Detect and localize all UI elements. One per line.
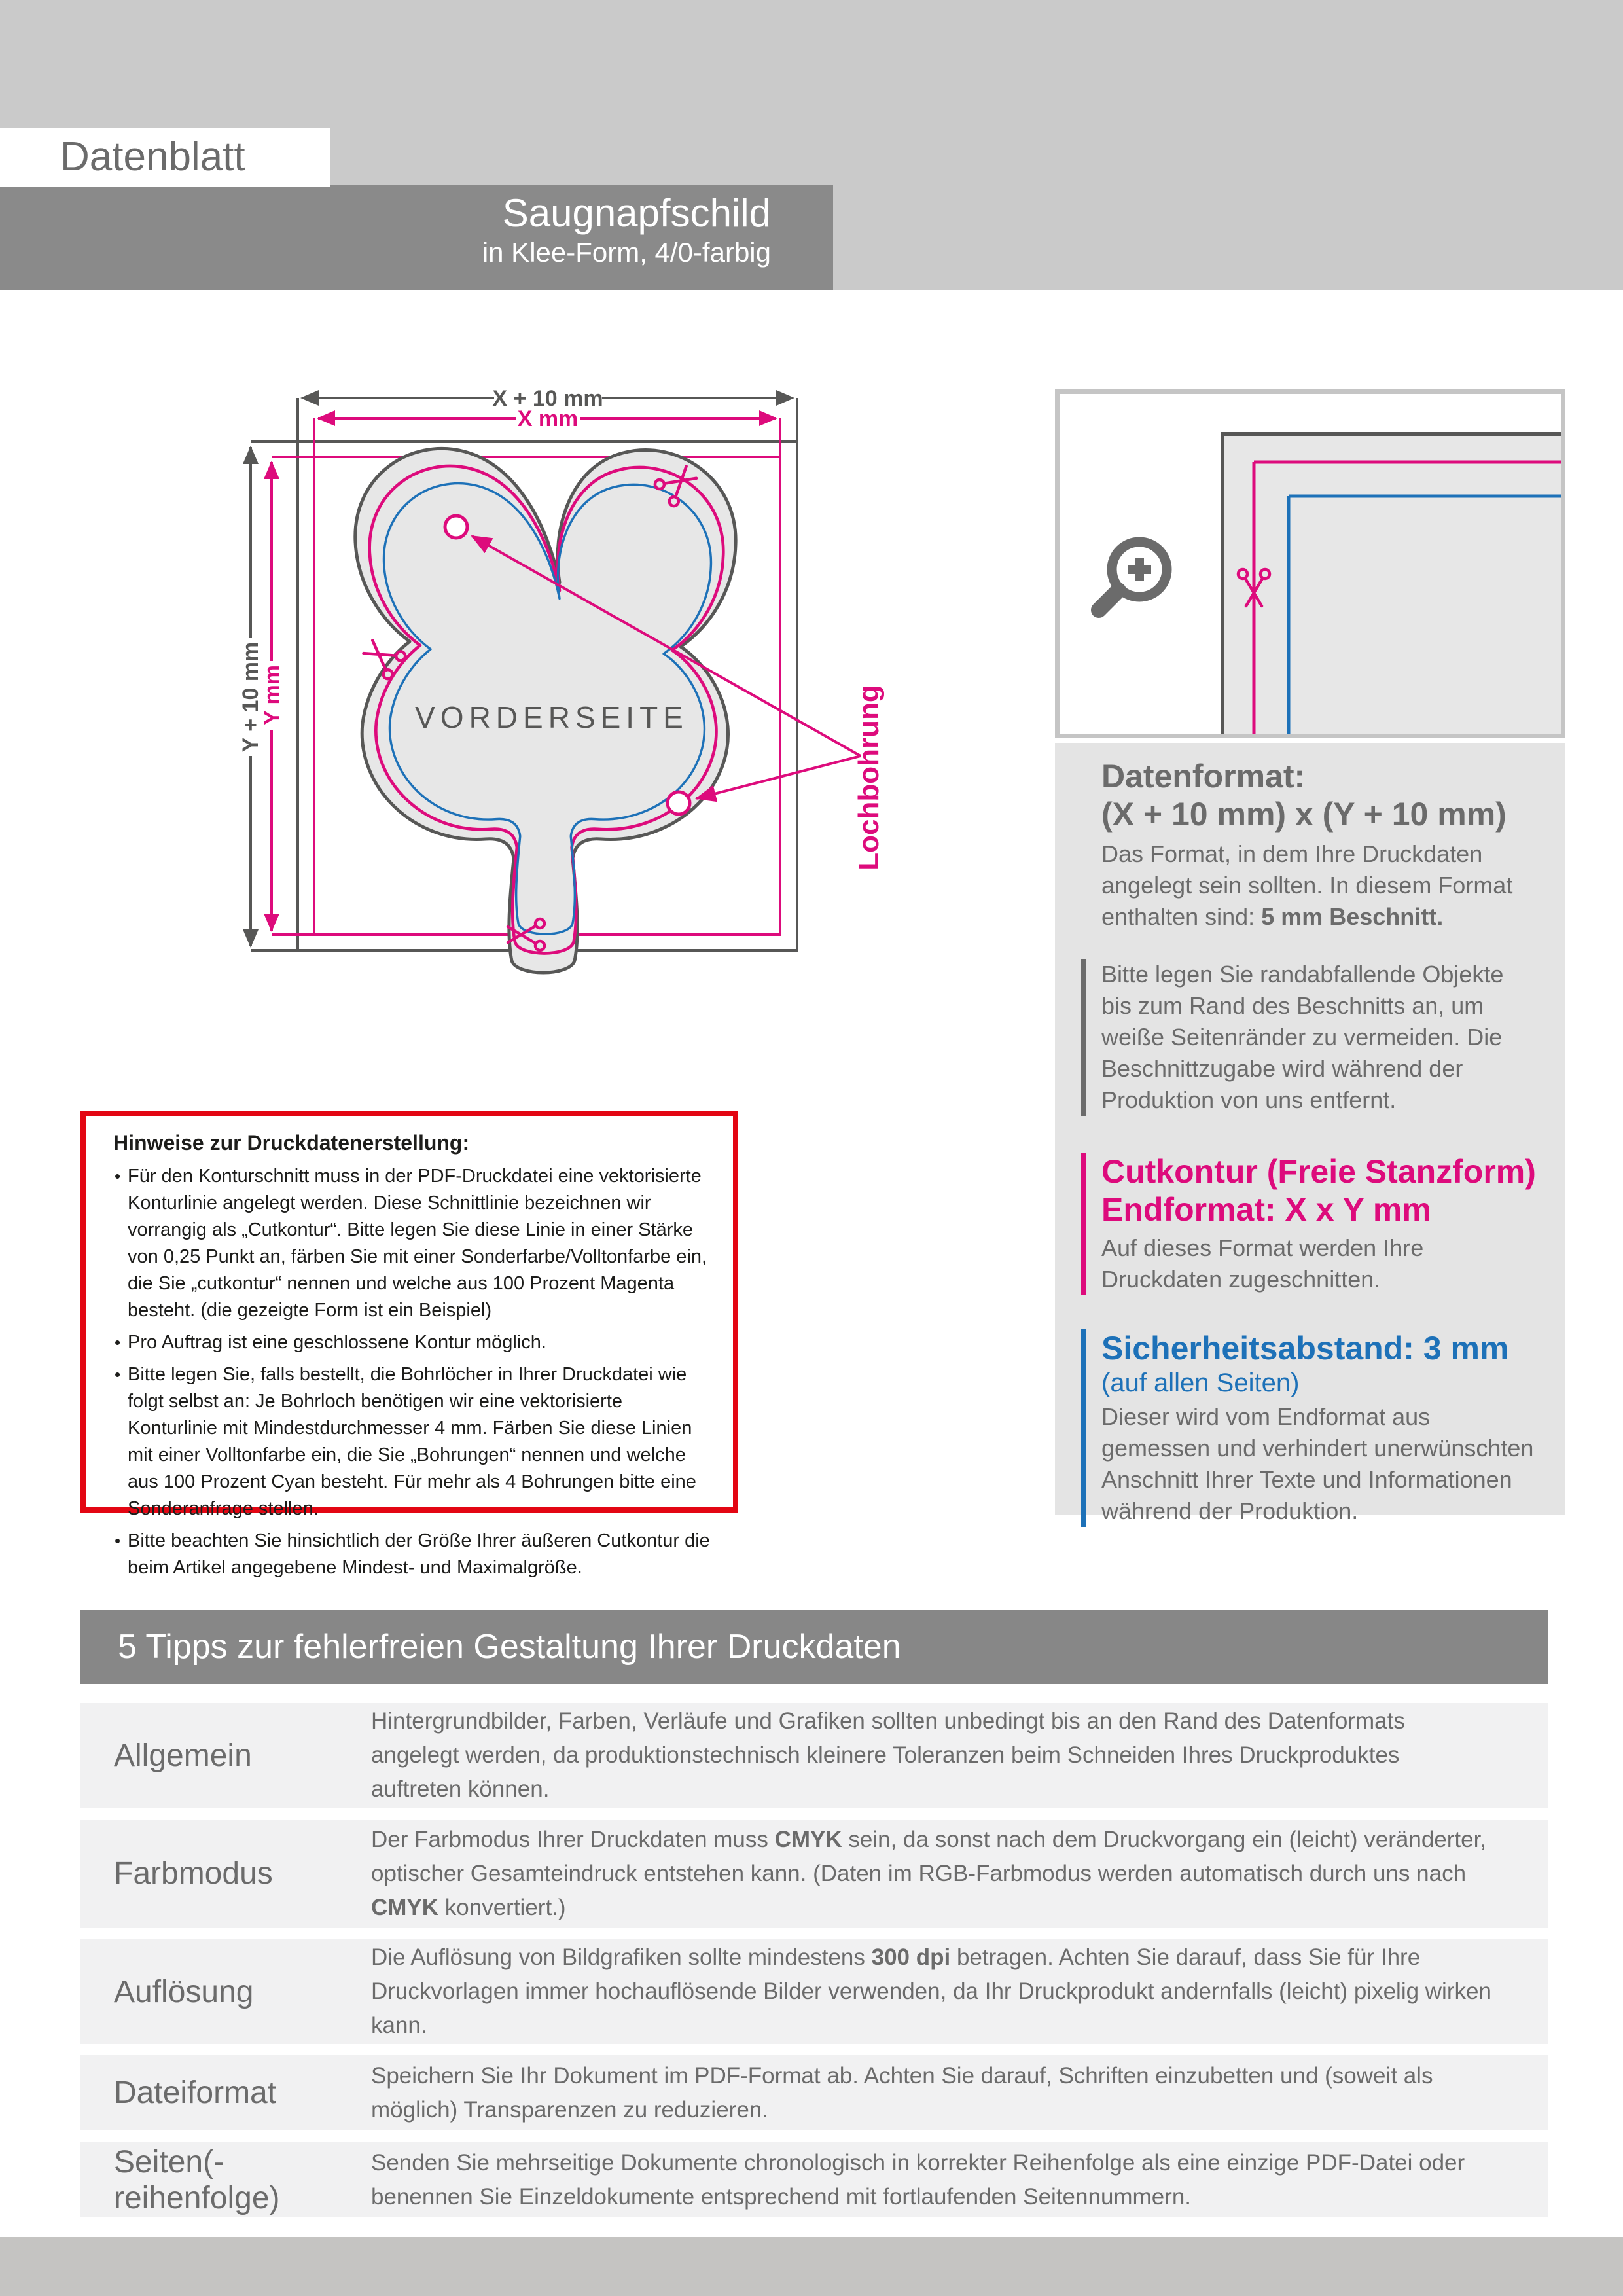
clover-diagram (216, 367, 969, 1060)
footer-band (0, 2237, 1623, 2296)
dim-y-outer-label: Y + 10 mm (238, 641, 263, 753)
tip-text: Hintergrundbilder, Farben, Verläufe und Grafiken sollten unbedingt bis an den Rand des Datenformats angelegt werden, da produktionstechnisch kleinere Toleranzen beim Schneiden Ihres Druckproduktes auftreten können. (371, 1708, 1405, 1802)
tip-text: Die Auflösung von Bildgrafiken sollte mindestens 300 dpi betragen. Achten Sie darauf, dass Sie für Ihre Druckvorlagen immer hochauflösende Bilder verwenden, da Ihr Druckprodukt andernfalls (leicht) pixelig wirken kann. (371, 1945, 1491, 2038)
tip-row-allgemein (80, 1703, 1548, 1808)
hints-title: Hinweise zur Druckdatenerstellung: (113, 1131, 470, 1155)
tip-row-seitenreihenfolge (80, 2142, 1548, 2217)
hint-item: • Für den Konturschnitt muss in der PDF-Druckdatei eine vektorisierte Konturlinie angelegt werden. Diese Schnittlinie bezeichnen wir vorrangig als „Cutkontur“. Bitte legen Sie diese Linie in einer Stärke von 0,25 Punkt an, färben Sie mit einer Sonderfarbe/Volltonfarbe ein, die Sie „cutkontur“ nennen und welche aus 100 Prozent Magenta besteht. (die gezeigte Form ist ein Beispiel) (113, 1163, 711, 1324)
product-title-band (0, 185, 833, 290)
tip-text: Senden Sie mehrseitige Dokumente chronologisch in korrekter Reihenfolge als eine einzige PDF-Datei oder benennen Sie Einzeldokumente entsprechend mit fortlaufenden Seitennummern. (371, 2149, 1465, 2210)
tip-row-aufloesung (80, 1939, 1548, 2044)
datenformat-title: Datenformat: (1101, 758, 1306, 795)
cutkontur-body: Auf dieses Format werden Ihre Druckdaten zugeschnitten. (1101, 1234, 1424, 1293)
dim-x-outer-label: X + 10 mm (492, 386, 603, 411)
datenblatt-badge: Datenblatt (0, 128, 330, 187)
tip-text: Speichern Sie Ihr Dokument im PDF-Format ab. Achten Sie darauf, Schriften einzubetten und (soweit als möglich) Transparenzen zu reduzieren. (371, 2062, 1433, 2123)
hint-item: • Pro Auftrag ist eine geschlossene Kontur möglich. (113, 1329, 711, 1356)
datenformat-body: Das Format, in dem Ihre Druckdaten angelegt sein sollten. In diesem Format enthalten sind: 5 mm Beschnitt. (1101, 840, 1513, 930)
cutkontur-endformat: Endformat: X x Y mm (1101, 1191, 1431, 1228)
cutkontur-section (1081, 1153, 1539, 1295)
sicherheitsabstand-section (1081, 1329, 1539, 1527)
sicherheitsabstand-subtitle: (auf allen Seiten) (1101, 1369, 1300, 1397)
hole-callout-label: Lochbohrung (853, 685, 885, 870)
corner-detail-panel (1055, 389, 1565, 738)
cutkontur-title: Cutkontur (Freie Stanzform) (1101, 1153, 1536, 1190)
zoom-in-icon (1099, 542, 1167, 610)
front-side-label: VORDERSEITE (415, 700, 688, 734)
bleed-note: Bitte legen Sie randabfallende Objekte bis zum Rand des Beschnitts an, um weiße Seitenränder zu vermeiden. Die Beschnittzugabe wird während der Produktion von uns entfernt. (1081, 959, 1539, 1116)
hint-item: • Bitte legen Sie, falls bestellt, die Bohrlöcher in Ihrer Druckdatei wie folgt selbst an: Je Bohrloch benötigen wir eine vektorisierte Konturlinie mit Mindestdurchmesser 4 mm. Färben Sie diese Linien mit einer Volltonfarbe ein, die Sie „Bohrungen“ nennen und welche aus 100 Prozent Cyan besteht. Für mehr als 4 Bohrungen bitte eine Sonderanfrage stellen. (113, 1361, 711, 1522)
tip-label: Auflösung (114, 1974, 254, 2009)
sicherheitsabstand-body: Dieser wird vom Endformat aus gemessen und verhindert unerwünschten Anschnitt Ihrer Texte und Informationen während der Produktion. (1101, 1403, 1534, 1524)
datenformat-format: (X + 10 mm) x (Y + 10 mm) (1101, 796, 1507, 833)
corner-detail-graphic (1060, 394, 1561, 734)
drill-hole-right (668, 792, 690, 814)
tips-banner: 5 Tipps zur fehlerfreien Gestaltung Ihrer Druckdaten (80, 1610, 1548, 1684)
product-subtitle: in Klee-Form, 4/0-farbig (482, 237, 771, 268)
format-info-panel (1055, 743, 1565, 1524)
tip-label: Farbmodus (114, 1856, 273, 1891)
hint-item: • Bitte beachten Sie hinsichtlich der Größe Ihrer äußeren Cutkontur die beim Artikel angegebene Mindest- und Maximalgröße. (113, 1528, 711, 1581)
dim-x-inner-label: X mm (517, 406, 579, 431)
tip-row-dateiformat (80, 2055, 1548, 2130)
tip-text: Der Farbmodus Ihrer Druckdaten muss CMYK sein, da sonst nach dem Druckvorgang ein (leicht) veränderter, optischer Gesamteindruck entstehen kann. (Daten im RGB-Farbmodus werden automatisch durch uns nach CMYK konvertiert.) (371, 1826, 1487, 1920)
product-title: Saugnapfschild (502, 191, 771, 235)
dim-y-inner-label: Y mm (260, 665, 285, 725)
sicherheitsabstand-title: Sicherheitsabstand: 3 mm (1101, 1330, 1509, 1367)
tip-label: Seiten(-reihenfolge) (114, 2144, 280, 2215)
tip-label: Dateiformat (114, 2075, 277, 2110)
drill-hole-top-left (445, 516, 467, 538)
tip-label: Allgemein (114, 1738, 252, 1773)
tip-row-farbmodus (80, 1820, 1548, 1928)
druckdaten-hints-box (80, 1111, 738, 1578)
bleed-area-fill (1224, 436, 1561, 734)
